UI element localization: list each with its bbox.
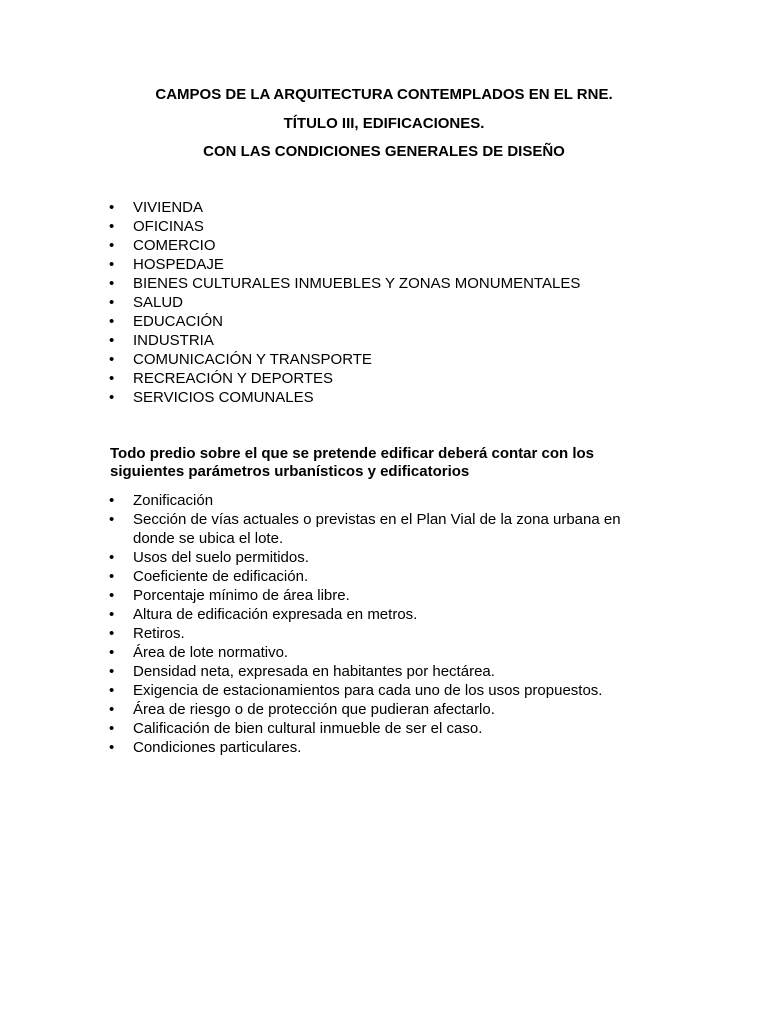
- list-item-text: Exigencia de estacionamientos para cada uno de los usos propuestos.: [133, 682, 603, 699]
- list-item-text: Usos del suelo permitidos.: [133, 549, 309, 566]
- list-item-text: Área de riesgo o de protección que pudieran afectarlo.: [133, 701, 495, 718]
- list-item-text: Porcentaje mínimo de área libre.: [133, 587, 350, 604]
- list-item-text: SALUD: [133, 294, 184, 311]
- bullet-icon: •: [109, 332, 115, 349]
- list-item-text: BIENES CULTURALES INMUEBLES Y ZONAS MONUMENTALES: [133, 275, 581, 292]
- list-item: [0, 274, 653, 293]
- list-item-text: RECREACIÓN Y DEPORTES: [133, 370, 334, 387]
- bullet-icon: •: [109, 313, 115, 330]
- bullet-icon: •: [109, 275, 115, 292]
- list-item: [0, 388, 653, 407]
- bullet-icon: •: [109, 701, 115, 718]
- list-item-text: Condiciones particulares.: [133, 739, 302, 756]
- bullet-icon: •: [109, 644, 115, 661]
- bullet-icon: •: [109, 606, 115, 623]
- list-item-text: Área de lote normativo.: [133, 644, 289, 661]
- bullet-icon: •: [109, 256, 115, 273]
- document-subtitle: TÍTULO III, EDIFICACIONES.: [283, 115, 485, 132]
- list-item: [0, 567, 653, 586]
- list-item-text: OFICINAS: [133, 218, 204, 235]
- list-item-text: Densidad neta, expresada en habitantes por hectárea.: [133, 663, 495, 680]
- document-title: CAMPOS DE LA ARQUITECTURA CONTEMPLADOS EN EL RNE.: [155, 86, 613, 103]
- list-item: [0, 198, 653, 217]
- list-item: [0, 236, 653, 255]
- bullet-icon: •: [109, 549, 115, 566]
- list-item: [0, 586, 653, 605]
- list-item: [0, 681, 653, 700]
- document-subheading: CON LAS CONDICIONES GENERALES DE DISEÑO: [203, 143, 565, 160]
- bullet-icon: •: [109, 370, 115, 387]
- bullet-icon: •: [109, 492, 115, 509]
- list-item: [0, 293, 653, 312]
- list-item: [0, 643, 653, 662]
- list-item-text: Sección de vías actuales o previstas en el Plan Vial de la zona urbana en donde se ubica el lote.: [133, 511, 621, 547]
- list-item: [0, 312, 653, 331]
- list-item-text: COMERCIO: [133, 237, 216, 254]
- list-item: [0, 255, 653, 274]
- bullet-icon: •: [109, 218, 115, 235]
- list-item: [0, 719, 653, 738]
- bullet-icon: •: [109, 511, 115, 528]
- bullet-icon: •: [109, 568, 115, 585]
- bullet-icon: •: [109, 237, 115, 254]
- list-item-text: Altura de edificación expresada en metros.: [133, 606, 418, 623]
- bullet-icon: •: [109, 199, 115, 216]
- bullet-icon: •: [109, 720, 115, 737]
- list-item-text: Retiros.: [133, 625, 185, 642]
- urban-parameters-list: [0, 491, 653, 757]
- bullet-icon: •: [109, 294, 115, 311]
- list-item-text: INDUSTRIA: [133, 332, 214, 349]
- list-item: [0, 331, 653, 350]
- architecture-fields-list: [0, 198, 653, 407]
- list-item: [0, 662, 653, 681]
- bullet-icon: •: [109, 682, 115, 699]
- list-item-text: HOSPEDAJE: [133, 256, 224, 273]
- list-item: [0, 700, 653, 719]
- requirements-paragraph: Todo predio sobre el que se pretende edificar deberá contar con los siguientes parámetros urbanísticos y edificatorios: [110, 445, 594, 480]
- bullet-icon: •: [109, 587, 115, 604]
- list-item: [0, 350, 653, 369]
- list-item-text: EDUCACIÓN: [133, 313, 224, 330]
- list-item-text: Zonificación: [133, 492, 214, 509]
- bullet-icon: •: [109, 389, 115, 406]
- list-item: [0, 548, 653, 567]
- list-item-text: Coeficiente de edificación.: [133, 568, 309, 585]
- list-item-text: COMUNICACIÓN Y TRANSPORTE: [133, 351, 372, 368]
- bullet-icon: •: [109, 663, 115, 680]
- bullet-icon: •: [109, 351, 115, 368]
- list-item: [0, 624, 653, 643]
- list-item-text: SERVICIOS COMUNALES: [133, 389, 314, 406]
- list-item-text: VIVIENDA: [133, 199, 204, 216]
- list-item: [0, 217, 653, 236]
- list-item-text: Calificación de bien cultural inmueble de ser el caso.: [133, 720, 483, 737]
- list-item: [0, 510, 653, 548]
- list-item: [0, 738, 653, 757]
- bullet-icon: •: [109, 739, 115, 756]
- list-item: [0, 491, 653, 510]
- list-item: [0, 605, 653, 624]
- list-item: [0, 369, 653, 388]
- bullet-icon: •: [109, 625, 115, 642]
